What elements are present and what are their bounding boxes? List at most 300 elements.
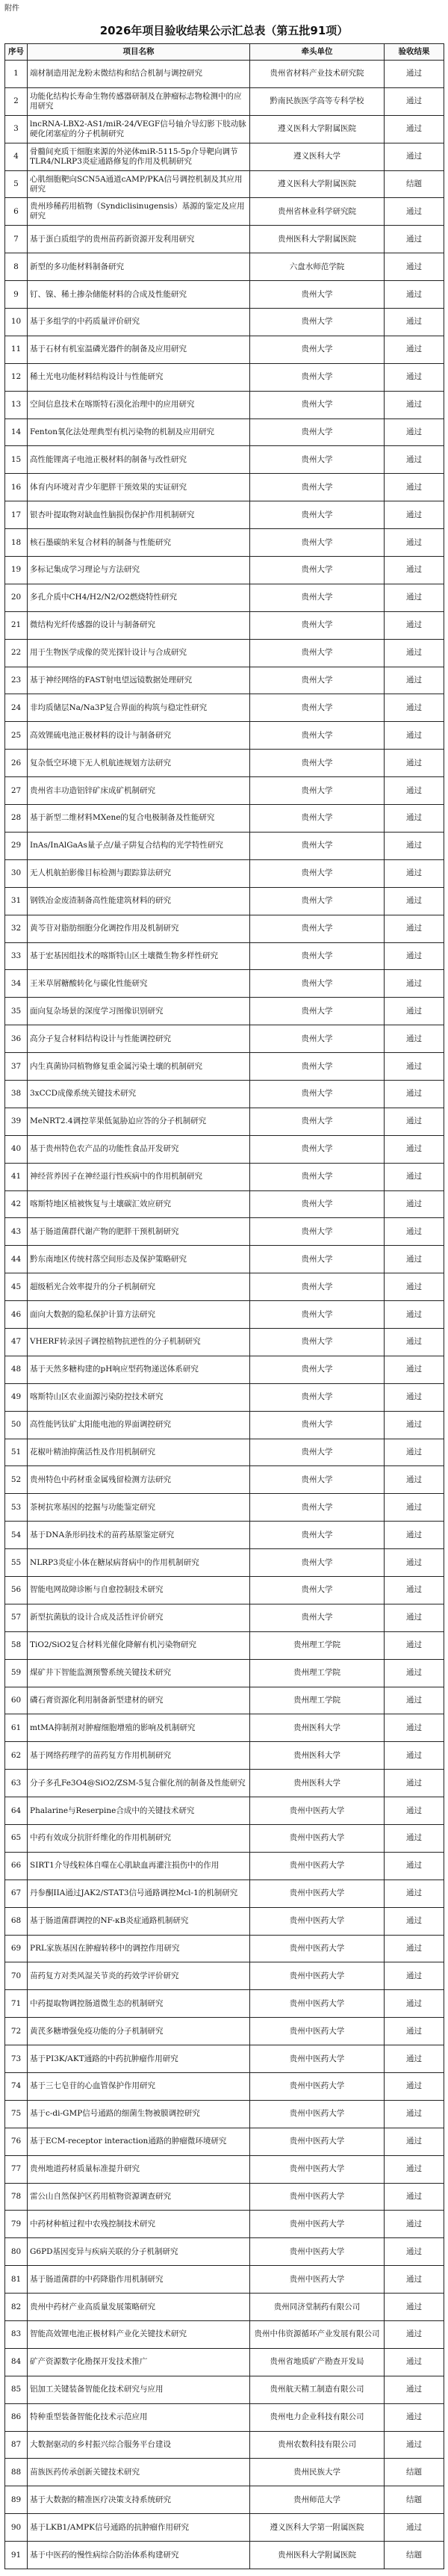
acceptance-result: 通过 — [385, 1301, 444, 1329]
lead-unit: 贵州航天精工制造有限公司 — [250, 2376, 385, 2403]
acceptance-result: 通过 — [385, 1190, 444, 1218]
project-name: 基于石材有机室温磷光器件的制备及应用研究 — [28, 336, 250, 363]
project-name: VHERF转录因子调控植物抗逆性的分子机制研究 — [28, 1328, 250, 1356]
table-row — [5, 1907, 444, 1935]
table-row — [5, 363, 444, 391]
acceptance-result: 通过 — [385, 2294, 444, 2321]
lead-unit: 贵州大学 — [250, 915, 385, 942]
acceptance-result: 通过 — [385, 998, 444, 1025]
row-number: 23 — [5, 667, 28, 694]
acceptance-result: 通过 — [385, 2155, 444, 2183]
acceptance-result: 通过 — [385, 915, 444, 942]
lead-unit: 贵州同济堂制药有限公司 — [250, 2294, 385, 2321]
acceptance-result: 通过 — [385, 61, 444, 88]
project-name: 雷公山自然保护区药用植物资源调查研究 — [28, 2183, 250, 2211]
project-name: 基于新型二维材料MXene的复合电极制备及性能研究 — [28, 805, 250, 833]
column-header-result: 验收结果 — [385, 44, 444, 61]
acceptance-result: 通过 — [385, 1962, 444, 1990]
acceptance-result: 通过 — [385, 2073, 444, 2101]
table-row — [5, 2238, 444, 2266]
lead-unit: 贵州医科大学附属医院 — [250, 2542, 385, 2569]
lead-unit: 贵州大学 — [250, 1163, 385, 1190]
table-row — [5, 2403, 444, 2431]
table-row — [5, 1604, 444, 1631]
project-name: mtMA抑制剂对肿瘤细胞增殖的影响及机制研究 — [28, 1714, 250, 1742]
project-name: 基于ECM-receptor interaction通路的肿瘤微环境研究 — [28, 2128, 250, 2155]
table-row — [5, 1962, 444, 1990]
acceptance-result: 结题 — [385, 2542, 444, 2569]
table-row — [5, 777, 444, 805]
project-name: 黄芩苷对脂肪细胞分化调控作用及机制研究 — [28, 915, 250, 942]
acceptance-result: 通过 — [385, 1135, 444, 1163]
project-name: Fenton氧化法处理典型有机污染物的机制及应用研究 — [28, 418, 250, 446]
lead-unit: 贵州民族大学 — [250, 2459, 385, 2486]
lead-unit: 贵州中医药大学 — [250, 2018, 385, 2045]
acceptance-result: 通过 — [385, 1852, 444, 1880]
lead-unit: 贵州大学 — [250, 1190, 385, 1218]
table-row — [5, 611, 444, 639]
table-row — [5, 446, 444, 474]
acceptance-result: 通过 — [385, 667, 444, 694]
table-row — [5, 694, 444, 722]
row-number: 85 — [5, 2376, 28, 2403]
acceptance-result: 通过 — [385, 1990, 444, 2018]
row-number: 35 — [5, 998, 28, 1025]
acceptance-result: 通过 — [385, 2018, 444, 2045]
row-number: 6 — [5, 198, 28, 226]
acceptance-result: 通过 — [385, 2321, 444, 2349]
table-row — [5, 1797, 444, 1825]
acceptance-result: 通过 — [385, 87, 444, 115]
table-row — [5, 942, 444, 970]
project-name: 超级稻光合效率提升的分子机制研究 — [28, 1273, 250, 1301]
row-number: 31 — [5, 887, 28, 915]
acceptance-result: 通过 — [385, 611, 444, 639]
row-number: 86 — [5, 2403, 28, 2431]
table-row — [5, 2542, 444, 2569]
row-number: 8 — [5, 253, 28, 281]
lead-unit: 贵州大学 — [250, 1218, 385, 1246]
table-row — [5, 1659, 444, 1687]
acceptance-result: 通过 — [385, 143, 444, 170]
project-name: 基于肠道菌群调控的NF-κB炎症通路机制研究 — [28, 1907, 250, 1935]
lead-unit: 贵州电力企业科技有限公司 — [250, 2403, 385, 2431]
results-table — [4, 43, 444, 2569]
table-row — [5, 418, 444, 446]
page-title: 2026年项目验收结果公示汇总表（第五批91项） — [99, 24, 349, 37]
row-number: 87 — [5, 2431, 28, 2459]
lead-unit: 贵州大学 — [250, 557, 385, 584]
table-row — [5, 1273, 444, 1301]
lead-unit: 贵州大学 — [250, 750, 385, 777]
row-number: 25 — [5, 722, 28, 750]
row-number: 28 — [5, 805, 28, 833]
lead-unit: 贵州大学 — [250, 722, 385, 750]
acceptance-result: 通过 — [385, 309, 444, 336]
project-name: 贵州特色中药材重金属残留检测方法研究 — [28, 1466, 250, 1494]
table-row — [5, 1494, 444, 1522]
project-name: 基于DNA条形码技术的苗药基原鉴定研究 — [28, 1522, 250, 1549]
table-row — [5, 2155, 444, 2183]
project-name: 体育内环境对青少年肥胖干预效果的实证研究 — [28, 474, 250, 501]
lead-unit: 贵州大学 — [250, 1411, 385, 1439]
project-name: 高性能锂离子电池正极材料的制备与改性研究 — [28, 446, 250, 474]
lead-unit: 贵州大学 — [250, 859, 385, 887]
table-row — [5, 1080, 444, 1108]
lead-unit: 贵州理工学院 — [250, 1659, 385, 1687]
acceptance-result: 通过 — [385, 446, 444, 474]
table-row — [5, 1135, 444, 1163]
table-row — [5, 859, 444, 887]
table-row — [5, 887, 444, 915]
row-number: 79 — [5, 2211, 28, 2238]
lead-unit: 贵州省林业科学研究院 — [250, 198, 385, 226]
table-row — [5, 805, 444, 833]
row-number: 46 — [5, 1301, 28, 1329]
acceptance-result: 通过 — [385, 584, 444, 611]
table-row — [5, 1714, 444, 1742]
acceptance-result: 通过 — [385, 2266, 444, 2294]
table-header-row — [5, 44, 444, 61]
lead-unit: 遵义医科大学附属医院 — [250, 170, 385, 198]
lead-unit: 贵州大学 — [250, 281, 385, 309]
table-row — [5, 1631, 444, 1659]
project-name: 丹参酮IIA通过JAK2/STAT3信号通路调控Mcl-1的机制研究 — [28, 1880, 250, 1907]
row-number: 43 — [5, 1218, 28, 1246]
project-name: 基于宏基因组技术的喀斯特山区土壤微生物多样性研究 — [28, 942, 250, 970]
project-name: SIRT1介导线粒体自噬在心肌缺血再灌注损伤中的作用 — [28, 1852, 250, 1880]
lead-unit: 贵州中医药大学 — [250, 1825, 385, 1853]
project-name: 基于天然多糖构建的pH响应型药物递送体系研究 — [28, 1356, 250, 1383]
acceptance-result: 通过 — [385, 1825, 444, 1853]
project-name: 面向大数据的隐私保护计算方法研究 — [28, 1301, 250, 1329]
acceptance-result: 通过 — [385, 391, 444, 418]
project-name: 花椒叶精油抑菌活性及作用机制研究 — [28, 1439, 250, 1466]
lead-unit: 贵州中医药大学 — [250, 2238, 385, 2266]
acceptance-result: 通过 — [385, 1604, 444, 1631]
acceptance-result: 通过 — [385, 1025, 444, 1053]
row-number: 81 — [5, 2266, 28, 2294]
table-row — [5, 1522, 444, 1549]
table-row — [5, 1328, 444, 1356]
column-header-lead-unit: 牵头单位 — [250, 44, 385, 61]
project-name: 复杂低空环境下无人机航迹规划方法研究 — [28, 750, 250, 777]
acceptance-result: 通过 — [385, 1439, 444, 1466]
lead-unit: 贵州中医药大学 — [250, 1880, 385, 1907]
row-number: 19 — [5, 557, 28, 584]
lead-unit: 贵州大学 — [250, 391, 385, 418]
table-row — [5, 1466, 444, 1494]
acceptance-result: 通过 — [385, 639, 444, 667]
project-name: 内生真菌协同植物修复重金属污染土壤的机制研究 — [28, 1053, 250, 1081]
row-number: 5 — [5, 170, 28, 198]
project-name: 苗药复方对类风湿关节炎的药效学评价研究 — [28, 1962, 250, 1990]
lead-unit: 贵州大学 — [250, 611, 385, 639]
table-row — [5, 2018, 444, 2045]
acceptance-result: 通过 — [385, 198, 444, 226]
table-row — [5, 87, 444, 115]
lead-unit: 贵州大学 — [250, 1246, 385, 1273]
project-name: 喀斯特山区农业面源污染防控技术研究 — [28, 1383, 250, 1411]
project-name: 新型抗菌肽的设计合成及活性评价研究 — [28, 1604, 250, 1631]
row-number: 82 — [5, 2294, 28, 2321]
lead-unit: 贵州中医药大学 — [250, 2045, 385, 2073]
acceptance-result: 通过 — [385, 2403, 444, 2431]
acceptance-result: 通过 — [385, 1383, 444, 1411]
acceptance-result: 通过 — [385, 1631, 444, 1659]
project-name: 苗族医药传承创新关键技术研究 — [28, 2459, 250, 2486]
project-name: 基于c-di-GMP信号通路的细菌生物被膜调控研究 — [28, 2100, 250, 2128]
lead-unit: 贵州中医药大学 — [250, 2183, 385, 2211]
lead-unit: 贵州省材料产业技术研究院 — [250, 61, 385, 88]
project-name: 稀土光电功能材料结构设计与性能研究 — [28, 363, 250, 391]
row-number: 41 — [5, 1163, 28, 1190]
acceptance-result: 通过 — [385, 1246, 444, 1273]
acceptance-result: 通过 — [385, 1742, 444, 1770]
acceptance-result: 通过 — [385, 2128, 444, 2155]
table-row — [5, 501, 444, 529]
table-row — [5, 2183, 444, 2211]
row-number: 52 — [5, 1466, 28, 1494]
row-number: 10 — [5, 309, 28, 336]
lead-unit: 贵州中医药大学 — [250, 1797, 385, 1825]
row-number: 77 — [5, 2155, 28, 2183]
lead-unit: 六盘水师范学院 — [250, 253, 385, 281]
row-number: 20 — [5, 584, 28, 611]
row-number: 32 — [5, 915, 28, 942]
lead-unit: 贵州大学 — [250, 694, 385, 722]
table-row — [5, 1108, 444, 1135]
row-number: 67 — [5, 1880, 28, 1907]
table-row — [5, 2348, 444, 2376]
project-name: 基于网络药理学的苗药复方作用机制研究 — [28, 1742, 250, 1770]
row-number: 55 — [5, 1549, 28, 1577]
acceptance-result: 通过 — [385, 2431, 444, 2459]
row-number: 61 — [5, 1714, 28, 1742]
lead-unit: 贵州大学 — [250, 1356, 385, 1383]
project-name: 特种重型装备智能化技术示范应用 — [28, 2403, 250, 2431]
lead-unit: 遵义医科大学附属医院 — [250, 115, 385, 143]
project-name: 高效锂硫电池正极材料的设计与制备研究 — [28, 722, 250, 750]
row-number: 71 — [5, 1990, 28, 2018]
acceptance-result: 通过 — [385, 970, 444, 998]
table-row — [5, 667, 444, 694]
lead-unit: 贵州理工学院 — [250, 1631, 385, 1659]
lead-unit: 贵州农数科技有限公司 — [250, 2431, 385, 2459]
project-name: 贵州省丰功造铝锌矿床成矿机制研究 — [28, 777, 250, 805]
acceptance-result: 通过 — [385, 557, 444, 584]
acceptance-result: 通过 — [385, 2376, 444, 2403]
project-name: InAs/InAlGaAs量子点/量子阱复合结构的光学特性研究 — [28, 832, 250, 859]
acceptance-result: 通过 — [385, 942, 444, 970]
lead-unit: 贵州大学 — [250, 777, 385, 805]
lead-unit: 贵州中医药大学 — [250, 1907, 385, 1935]
lead-unit: 贵州医科大学 — [250, 1714, 385, 1742]
table-row — [5, 61, 444, 88]
lead-unit: 贵州中伟资源循环产业发展有限公司 — [250, 2321, 385, 2349]
row-number: 68 — [5, 1907, 28, 1935]
project-name: 基于中医药的慢性病综合防治体系构建研究 — [28, 2542, 250, 2569]
row-number: 57 — [5, 1604, 28, 1631]
lead-unit: 贵州大学 — [250, 1439, 385, 1466]
row-number: 17 — [5, 501, 28, 529]
row-number: 80 — [5, 2238, 28, 2266]
project-name: MeNRT2.4调控苹果低氮胁迫应答的分子机制研究 — [28, 1108, 250, 1135]
project-name: 茶树抗寒基因的挖掘与功能鉴定研究 — [28, 1494, 250, 1522]
table-row — [5, 1549, 444, 1577]
acceptance-result: 通过 — [385, 226, 444, 253]
row-number: 42 — [5, 1190, 28, 1218]
table-row — [5, 1880, 444, 1907]
acceptance-result: 通过 — [385, 750, 444, 777]
table-row — [5, 1025, 444, 1053]
table-row — [5, 253, 444, 281]
project-name: 中药材种植过程中农残控制技术研究 — [28, 2211, 250, 2238]
lead-unit: 贵州大学 — [250, 970, 385, 998]
project-name: 银杏叶提取物对缺血性脑损伤保护作用机制研究 — [28, 501, 250, 529]
acceptance-result: 通过 — [385, 1935, 444, 1962]
table-row — [5, 2376, 444, 2403]
project-name: 基于大数据的精准医疗决策支持系统研究 — [28, 2486, 250, 2514]
project-name: 多孔介质中CH4/H2/N2/O2燃烧特性研究 — [28, 584, 250, 611]
row-number: 7 — [5, 226, 28, 253]
lead-unit: 贵州大学 — [250, 1135, 385, 1163]
table-row — [5, 1439, 444, 1466]
lead-unit: 贵州大学 — [250, 1080, 385, 1108]
row-number: 66 — [5, 1852, 28, 1880]
project-name: 心肌细胞靶向SCN5A通道cAMP/PKA信号调控机制及其应用研究 — [28, 170, 250, 198]
row-number: 40 — [5, 1135, 28, 1163]
acceptance-result: 通过 — [385, 253, 444, 281]
project-name: NLRP3炎症小体在糖尿病肾病中的作用机制研究 — [28, 1549, 250, 1577]
row-number: 58 — [5, 1631, 28, 1659]
lead-unit: 贵州大学 — [250, 998, 385, 1025]
row-number: 56 — [5, 1576, 28, 1604]
row-number: 29 — [5, 832, 28, 859]
table-row — [5, 557, 444, 584]
table-row — [5, 1852, 444, 1880]
table-row — [5, 2266, 444, 2294]
project-name: 基于肠道菌群的中药降脂作用机制研究 — [28, 2266, 250, 2294]
acceptance-result: 通过 — [385, 1770, 444, 1797]
project-name: 钉、镍、稀土掺杂储能材料的合成及性能研究 — [28, 281, 250, 309]
project-name: 黄芪多糖增强免疫功能的分子机制研究 — [28, 2018, 250, 2045]
table-row — [5, 2073, 444, 2101]
lead-unit: 贵州中医药大学 — [250, 2266, 385, 2294]
lead-unit: 贵州大学 — [250, 1301, 385, 1329]
row-number: 33 — [5, 942, 28, 970]
project-name: 端材制造用泥龙粉末微结构和结合机制与调控研究 — [28, 61, 250, 88]
table-row — [5, 226, 444, 253]
row-number: 3 — [5, 115, 28, 143]
lead-unit: 贵州大学 — [250, 363, 385, 391]
project-name: 磷石膏资源化利用制备新型建材的研究 — [28, 1687, 250, 1714]
acceptance-result: 通过 — [385, 2514, 444, 2542]
acceptance-result: 通过 — [385, 1687, 444, 1714]
project-name: 贵州地道药材质量标准提升研究 — [28, 2155, 250, 2183]
acceptance-result: 通过 — [385, 115, 444, 143]
project-name: 面向复杂场景的深度学习图像识别研究 — [28, 998, 250, 1025]
project-name: Phalarine与Reserpine合成中的关键技术研究 — [28, 1797, 250, 1825]
acceptance-result: 通过 — [385, 1907, 444, 1935]
row-number: 45 — [5, 1273, 28, 1301]
acceptance-result: 通过 — [385, 722, 444, 750]
row-number: 65 — [5, 1825, 28, 1853]
table-row — [5, 170, 444, 198]
row-number: 88 — [5, 2459, 28, 2486]
project-name: 分子多孔Fe3O4@SiO2/ZSM-5复合催化剂的制备及性能研究 — [28, 1770, 250, 1797]
row-number: 44 — [5, 1246, 28, 1273]
acceptance-result: 通过 — [385, 1466, 444, 1494]
lead-unit: 贵州大学 — [250, 1053, 385, 1081]
row-number: 90 — [5, 2514, 28, 2542]
row-number: 74 — [5, 2073, 28, 2101]
row-number: 91 — [5, 2542, 28, 2569]
lead-unit: 贵州大学 — [250, 1494, 385, 1522]
lead-unit: 黔南民族医学高等专科学校 — [250, 87, 385, 115]
acceptance-result: 通过 — [385, 529, 444, 557]
table-row — [5, 1990, 444, 2018]
lead-unit: 贵州中医药大学 — [250, 2155, 385, 2183]
lead-unit: 贵州大学 — [250, 942, 385, 970]
table-row — [5, 1742, 444, 1770]
table-row — [5, 639, 444, 667]
project-name: 钢铁冶金废渣制备高性能建筑材料的研究 — [28, 887, 250, 915]
row-number: 60 — [5, 1687, 28, 1714]
table-row — [5, 1935, 444, 1962]
project-name: 智能电网故障诊断与自愈控制技术研究 — [28, 1576, 250, 1604]
project-name: PRL家族基因在肿瘤转移中的调控作用研究 — [28, 1935, 250, 1962]
row-number: 69 — [5, 1935, 28, 1962]
lead-unit: 贵州大学 — [250, 446, 385, 474]
row-number: 4 — [5, 143, 28, 170]
table-row — [5, 1246, 444, 1273]
project-name: 基于蛋白质组学的贵州苗药新资源开发利用研究 — [28, 226, 250, 253]
project-name: 骨髓间充质干细胞来源的外泌体miR-5115-5p介导靶向调节TLR4/NLRP3炎症通路修复的作用及机制研究 — [28, 143, 250, 170]
row-number: 9 — [5, 281, 28, 309]
lead-unit: 贵州大学 — [250, 1604, 385, 1631]
acceptance-result: 通过 — [385, 1218, 444, 1246]
table-row — [5, 998, 444, 1025]
table-row — [5, 2321, 444, 2349]
acceptance-result: 通过 — [385, 1880, 444, 1907]
lead-unit: 贵州大学 — [250, 639, 385, 667]
table-row — [5, 1053, 444, 1081]
acceptance-result: 通过 — [385, 1080, 444, 1108]
acceptance-result: 通过 — [385, 2045, 444, 2073]
row-number: 75 — [5, 2100, 28, 2128]
lead-unit: 贵州医科大学 — [250, 1770, 385, 1797]
acceptance-result: 通过 — [385, 1356, 444, 1383]
row-number: 27 — [5, 777, 28, 805]
table-row — [5, 391, 444, 418]
row-number: 78 — [5, 2183, 28, 2211]
row-number: 49 — [5, 1383, 28, 1411]
row-number: 83 — [5, 2321, 28, 2349]
project-name: 喀斯特地区植被恢复与土壤碳汇效应研究 — [28, 1190, 250, 1218]
lead-unit: 遵义医科大学 — [250, 143, 385, 170]
project-name: 基于神经网络的FAST射电望远镜数据处理研究 — [28, 667, 250, 694]
table-row — [5, 1687, 444, 1714]
project-name: 高性能钙钛矿太阳能电池的界面调控研究 — [28, 1411, 250, 1439]
lead-unit: 贵州大学 — [250, 1108, 385, 1135]
table-row — [5, 722, 444, 750]
acceptance-result: 通过 — [385, 1494, 444, 1522]
table-row — [5, 2514, 444, 2542]
table-row — [5, 832, 444, 859]
lead-unit: 贵州大学 — [250, 1328, 385, 1356]
table-row — [5, 529, 444, 557]
